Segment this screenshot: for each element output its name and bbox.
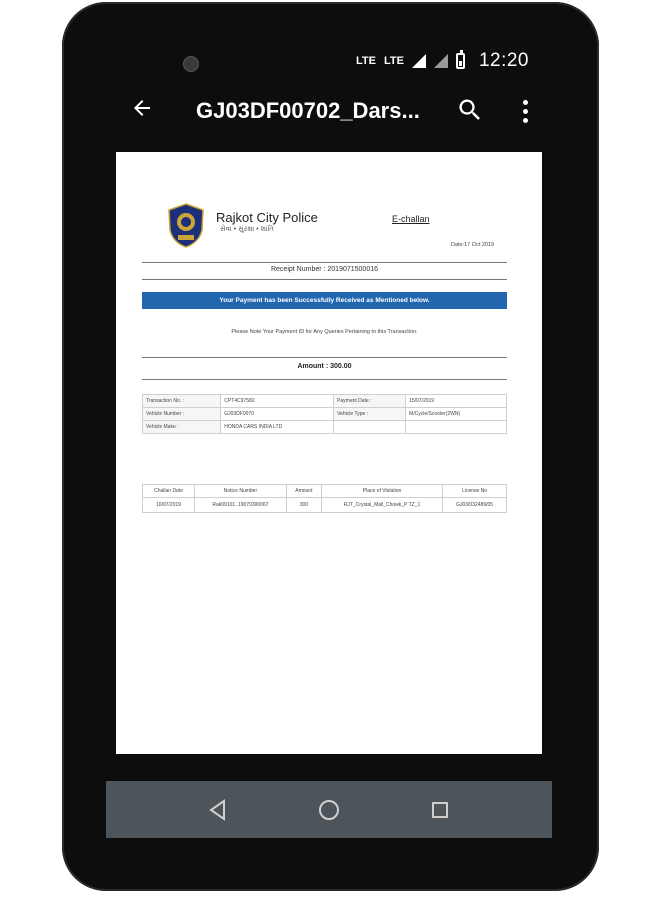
column-header: License No <box>443 485 507 498</box>
circle-home-icon[interactable] <box>317 798 341 822</box>
network-label-2: LTE <box>383 55 404 67</box>
divider <box>142 379 507 380</box>
table-row <box>143 421 507 434</box>
signal-icon <box>412 54 426 68</box>
amount: Amount : 300.00 <box>297 363 352 370</box>
table-row <box>143 498 507 513</box>
police-badge-logo <box>166 202 206 248</box>
table-cell: RJT_Crystal_Mall_Chowk_P TZ_1 <box>321 498 442 513</box>
triangle-back-icon[interactable] <box>206 798 230 822</box>
navigation-bar <box>106 781 552 838</box>
table-cell: Rak09101..19070300067 <box>195 498 287 513</box>
network-label-1: LTE <box>356 55 376 67</box>
status-bar <box>356 48 529 74</box>
org-name: Rajkot City Police <box>216 210 318 225</box>
table-row <box>143 408 507 421</box>
battery-icon <box>456 53 465 69</box>
table-cell: Vehicle Make : <box>143 421 221 434</box>
table-cell: 10/07/2019 <box>143 498 195 513</box>
challan-table <box>142 484 507 513</box>
signal-weak-icon <box>434 54 448 68</box>
receipt-number: Receipt Number : 2019071500016 <box>270 266 379 273</box>
table-cell <box>334 421 406 434</box>
table-row <box>143 395 507 408</box>
search-icon[interactable] <box>456 96 486 126</box>
divider <box>142 262 507 263</box>
square-recents-icon[interactable] <box>428 798 452 822</box>
payment-note: Please Note Your Payment ID for Any Queries Pertaining to this Transaction. <box>231 329 418 335</box>
table-cell: HONDA CARS INDIA LTD <box>221 421 334 434</box>
table-cell: CPT4C97582 <box>221 395 334 408</box>
column-header: Challan Date <box>143 485 195 498</box>
column-header: Notice Number <box>195 485 287 498</box>
table-cell: Vehicle Number : <box>143 408 221 421</box>
table-cell: 15/07/2019 <box>406 395 507 408</box>
arrow-left-icon[interactable] <box>128 96 156 124</box>
table-cell <box>406 421 507 434</box>
issue-date: Date:17 Oct 2019 <box>451 242 495 248</box>
table-cell: M/Cycle/Scooter(2WN) <box>406 408 507 421</box>
table-cell: Transaction No. : <box>143 395 221 408</box>
echallan-link[interactable]: E-challan <box>392 214 430 224</box>
pdf-page[interactable] <box>116 152 542 754</box>
column-header: Amount <box>286 485 321 498</box>
transaction-details-table <box>142 394 507 434</box>
table-cell: Vehicle Type : <box>334 408 406 421</box>
front-camera <box>183 56 199 72</box>
table-header-row <box>143 485 507 498</box>
table-cell: GJ03DF0070 <box>221 408 334 421</box>
org-tagline: સેવા • સુરક્ષા • શાંતિ <box>220 226 274 233</box>
app-bar <box>116 90 542 134</box>
divider <box>142 357 507 358</box>
clock: 12:20 <box>478 50 529 71</box>
table-cell: 300 <box>286 498 321 513</box>
document-title: GJ03DF00702_Dars... <box>196 98 420 123</box>
table-cell: GJ03/032489/05 <box>443 498 507 513</box>
more-vert-icon[interactable] <box>516 96 534 126</box>
table-cell: Payment Date : <box>334 395 406 408</box>
divider <box>142 279 507 280</box>
success-banner: Your Payment has been Successfully Received as Mentioned below. <box>142 292 507 309</box>
column-header: Place of Violation <box>321 485 442 498</box>
